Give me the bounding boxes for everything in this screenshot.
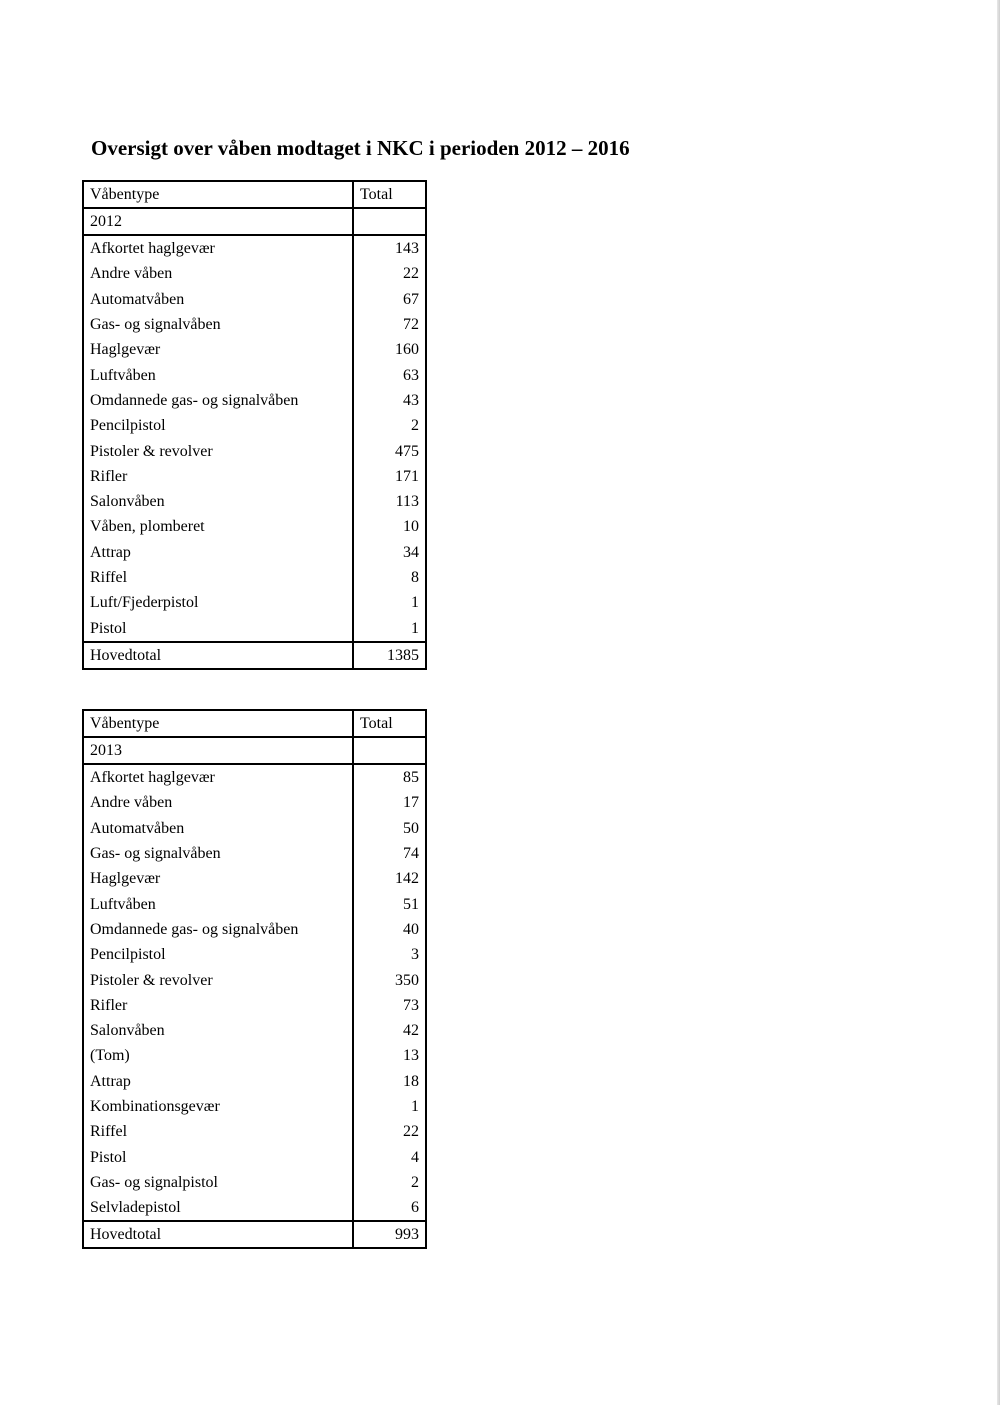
weapon-total-cell: 50	[353, 816, 426, 841]
weapon-type-cell: Andre våben	[83, 790, 353, 815]
weapon-total-cell: 73	[353, 993, 426, 1018]
weapon-type-cell: Pistol	[83, 1144, 353, 1169]
table-row	[83, 235, 426, 261]
weapon-total-cell: 63	[353, 362, 426, 387]
grand-total-row	[83, 1221, 426, 1248]
table-row	[83, 287, 426, 312]
table-row	[83, 816, 426, 841]
grand-total-value: 993	[353, 1221, 426, 1248]
weapon-type-cell: Salonvåben	[83, 1018, 353, 1043]
weapon-total-cell: 142	[353, 866, 426, 891]
table-row	[83, 1018, 426, 1043]
weapon-type-cell: Pencilpistol	[83, 942, 353, 967]
weapon-total-cell: 17	[353, 790, 426, 815]
table-row	[83, 464, 426, 489]
weapon-total-cell: 171	[353, 464, 426, 489]
weapon-type-cell: Pistoler & revolver	[83, 438, 353, 463]
weapon-total-cell: 1	[353, 615, 426, 641]
table-row	[83, 1170, 426, 1195]
weapon-type-cell: Omdannede gas- og signalvåben	[83, 917, 353, 942]
table-row	[83, 1119, 426, 1144]
table-row	[83, 362, 426, 387]
weapon-total-cell: 4	[353, 1144, 426, 1169]
weapon-type-cell: Afkortet haglgevær	[83, 764, 353, 790]
table-row	[83, 891, 426, 916]
weapon-total-cell: 34	[353, 540, 426, 565]
weapon-type-cell: Kombinationsgevær	[83, 1094, 353, 1119]
table-row	[83, 590, 426, 615]
table-row	[83, 967, 426, 992]
table-row	[83, 764, 426, 790]
weapon-type-cell: Luftvåben	[83, 891, 353, 916]
weapon-total-cell: 1	[353, 1094, 426, 1119]
weapon-type-cell: Luft/Fjederpistol	[83, 590, 353, 615]
weapon-total-cell: 475	[353, 438, 426, 463]
weapon-total-cell: 10	[353, 514, 426, 539]
weapon-type-cell: Gas- og signalpistol	[83, 1170, 353, 1195]
weapon-type-cell: Attrap	[83, 1069, 353, 1094]
weapon-total-cell: 13	[353, 1043, 426, 1068]
weapon-type-cell: Rifler	[83, 464, 353, 489]
column-header-type: Våbentype	[83, 181, 353, 208]
weapon-type-cell: Luftvåben	[83, 362, 353, 387]
weapon-type-cell: Gas- og signalvåben	[83, 312, 353, 337]
table-row	[83, 261, 426, 286]
weapon-type-cell: Haglgevær	[83, 866, 353, 891]
weapon-type-cell: Automatvåben	[83, 287, 353, 312]
weapon-total-cell: 40	[353, 917, 426, 942]
year-total-empty	[353, 208, 426, 235]
weapon-total-cell: 160	[353, 337, 426, 362]
table-row	[83, 917, 426, 942]
weapon-type-cell: Pistoler & revolver	[83, 967, 353, 992]
weapon-type-cell: Omdannede gas- og signalvåben	[83, 388, 353, 413]
weapon-total-cell: 22	[353, 1119, 426, 1144]
table-row	[83, 1094, 426, 1119]
weapon-type-cell: Haglgevær	[83, 337, 353, 362]
table-row	[83, 565, 426, 590]
year-label: 2012	[83, 208, 353, 235]
grand-total-label: Hovedtotal	[83, 642, 353, 669]
weapon-type-cell: Pencilpistol	[83, 413, 353, 438]
weapon-type-cell: Selvladepistol	[83, 1195, 353, 1221]
weapon-total-cell: 51	[353, 891, 426, 916]
weapon-total-cell: 18	[353, 1069, 426, 1094]
weapon-type-cell: Andre våben	[83, 261, 353, 286]
weapon-type-cell: Attrap	[83, 540, 353, 565]
table-row	[83, 866, 426, 891]
table-row	[83, 514, 426, 539]
table-header-row	[83, 181, 426, 208]
weapon-type-cell: (Tom)	[83, 1043, 353, 1068]
weapon-type-cell: Rifler	[83, 993, 353, 1018]
weapon-total-cell: 74	[353, 841, 426, 866]
weapon-total-cell: 113	[353, 489, 426, 514]
table-row	[83, 1144, 426, 1169]
weapon-total-cell: 22	[353, 261, 426, 286]
weapon-type-cell: Automatvåben	[83, 816, 353, 841]
weapon-total-cell: 43	[353, 388, 426, 413]
weapon-total-cell: 1	[353, 590, 426, 615]
year-row	[83, 737, 426, 764]
table-row	[83, 413, 426, 438]
weapon-type-cell: Gas- og signalvåben	[83, 841, 353, 866]
table-header-row	[83, 710, 426, 737]
weapon-type-cell: Riffel	[83, 1119, 353, 1144]
weapons-table-2012	[82, 180, 427, 670]
column-header-type: Våbentype	[83, 710, 353, 737]
weapon-total-cell: 6	[353, 1195, 426, 1221]
table-row	[83, 540, 426, 565]
table-row	[83, 993, 426, 1018]
weapon-total-cell: 42	[353, 1018, 426, 1043]
weapon-type-cell: Salonvåben	[83, 489, 353, 514]
table-row	[83, 489, 426, 514]
table-row	[83, 1069, 426, 1094]
weapon-type-cell: Riffel	[83, 565, 353, 590]
table-body	[83, 181, 426, 669]
weapon-total-cell: 143	[353, 235, 426, 261]
weapon-total-cell: 85	[353, 764, 426, 790]
grand-total-row	[83, 642, 426, 669]
table-body	[83, 710, 426, 1248]
weapon-total-cell: 8	[353, 565, 426, 590]
weapons-table-2013	[82, 709, 427, 1249]
weapon-total-cell: 350	[353, 967, 426, 992]
year-label: 2013	[83, 737, 353, 764]
year-total-empty	[353, 737, 426, 764]
weapon-total-cell: 2	[353, 413, 426, 438]
table-row	[83, 790, 426, 815]
column-header-total: Total	[353, 710, 426, 737]
table-row	[83, 1195, 426, 1221]
grand-total-label: Hovedtotal	[83, 1221, 353, 1248]
table-row	[83, 438, 426, 463]
table-row	[83, 615, 426, 641]
table-row	[83, 841, 426, 866]
weapon-type-cell: Afkortet haglgevær	[83, 235, 353, 261]
weapon-total-cell: 72	[353, 312, 426, 337]
column-header-total: Total	[353, 181, 426, 208]
table-row	[83, 942, 426, 967]
weapon-total-cell: 67	[353, 287, 426, 312]
table-row	[83, 312, 426, 337]
table-row	[83, 337, 426, 362]
table-row	[83, 388, 426, 413]
weapon-total-cell: 2	[353, 1170, 426, 1195]
weapon-type-cell: Pistol	[83, 615, 353, 641]
year-row	[83, 208, 426, 235]
grand-total-value: 1385	[353, 642, 426, 669]
table-row	[83, 1043, 426, 1068]
weapon-total-cell: 3	[353, 942, 426, 967]
weapon-type-cell: Våben, plomberet	[83, 514, 353, 539]
page-title: Oversigt over våben modtaget i NKC i perioden 2012 – 2016	[91, 136, 630, 160]
